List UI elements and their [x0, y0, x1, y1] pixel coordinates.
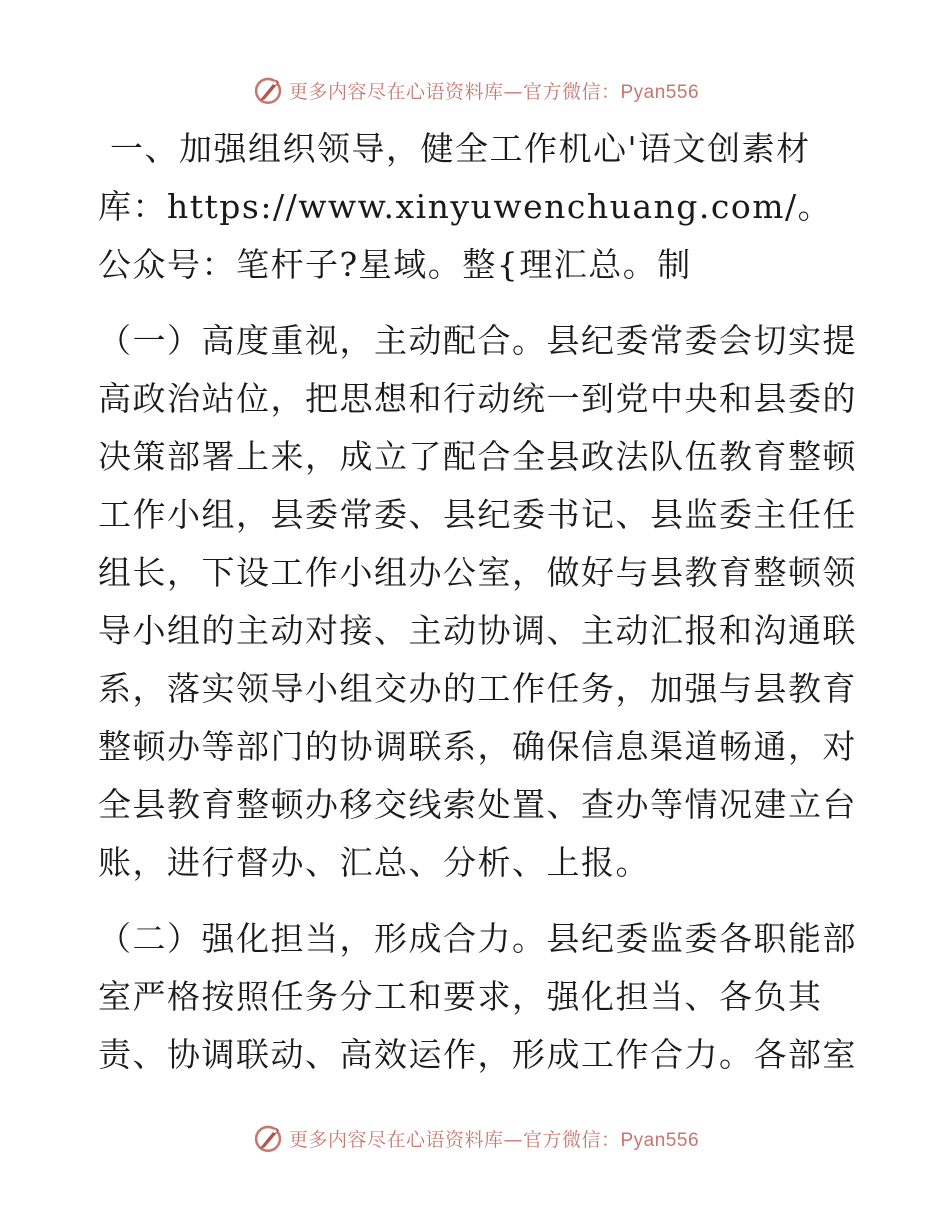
paragraph-2: （二）强化担当，形成合力。县纪委监委各职能部室严格按照任务分工和要求，强化担当、各负其责、协调联动、高效运作，形成工作合力。各部室 [98, 919, 857, 1074]
banner-wechat-id: Pyan556 [620, 1129, 700, 1151]
banner-separator: — [503, 1128, 523, 1151]
banner-title: 更多内容尽在心语资料库 [288, 1128, 504, 1151]
header-banner [0, 72, 950, 108]
banner-text [289, 1125, 699, 1152]
banner-text [289, 77, 699, 104]
quill-circle-logo-icon [251, 73, 285, 107]
document-body [98, 120, 858, 1084]
paragraph-1: （一）高度重视，主动配合。县纪委常委会切实提高政治站位，把思想和行动统一到党中央和县委的决策部署上来，成立了配合全县政法队伍教育整顿工作小组，县委常委、县纪委书记、县监委主任任组长，下设工作小组办公室，做好与县教育整顿领导小组的主动对接、主动协调、主动汇报和沟通联系，落实领导小组交办的工作任务，加强与县教育整顿办等部门的协调联系，确保信息渠道畅通，对全县教育整顿办移交线索处置、查办等情况建立台账，进行督办、汇总、分析、上报。 [98, 321, 857, 882]
footer-banner [0, 1120, 950, 1156]
quill-circle-logo-icon [251, 1121, 285, 1155]
banner-suffix: 官方微信： [522, 80, 621, 103]
banner-title: 更多内容尽在心语资料库 [288, 80, 504, 103]
banner-suffix: 官方微信： [522, 1128, 621, 1151]
banner-separator: — [503, 80, 523, 103]
banner-wechat-id: Pyan556 [620, 81, 700, 103]
section-heading: 一、加强组织领导，健全工作机心'语文创素材库：https://www.xinyuwenchuang.com/。公众号：笔杆子?星域。整{理汇总。制 [98, 129, 833, 284]
